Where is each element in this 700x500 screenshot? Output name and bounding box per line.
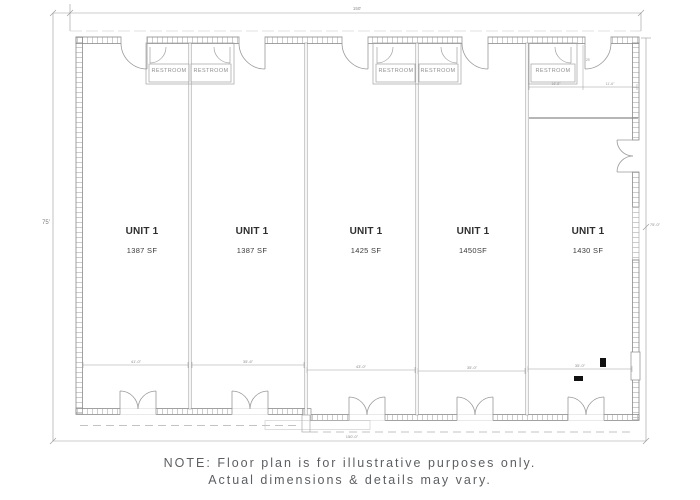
restroom-cores bbox=[146, 43, 577, 84]
demising-walls bbox=[189, 43, 528, 432]
restroom-label-3: RESTROOM bbox=[378, 68, 414, 74]
unit5-office bbox=[529, 45, 638, 381]
electrical-panel-symbol bbox=[600, 358, 606, 367]
note-line-1: NOTE: Floor plan is for illustrative purposes only. bbox=[163, 456, 537, 470]
equipment-symbol bbox=[574, 376, 583, 381]
unit-2-area: 1387 SF bbox=[236, 246, 268, 255]
unit-1-interior-dim: 41'-0" bbox=[130, 359, 142, 364]
unit-1-name: UNIT 1 bbox=[125, 226, 159, 237]
right-wall-panel bbox=[631, 352, 640, 380]
dimension-unit5-office-depth: 25' bbox=[585, 58, 591, 62]
unit-3-interior-dim: 43'-0" bbox=[355, 364, 367, 369]
dimension-overall-width-bottom: 150'-0" bbox=[345, 434, 359, 439]
unit-5-name: UNIT 1 bbox=[571, 226, 605, 237]
restroom-label-5: RESTROOM bbox=[535, 68, 571, 74]
unit-2-name: UNIT 1 bbox=[235, 226, 269, 237]
restroom-label-2: RESTROOM bbox=[193, 68, 229, 74]
dimension-overall-depth-right: 75'-0" bbox=[649, 222, 661, 227]
unit-4-area: 1450SF bbox=[458, 246, 488, 255]
note-line-2: Actual dimensions & details may vary. bbox=[208, 473, 492, 487]
unit-5-interior-dim: 35'-0" bbox=[574, 363, 586, 368]
dimension-unit5-office-a: 16'-8" bbox=[551, 82, 561, 86]
dimension-unit5-office-b: 11'-6" bbox=[605, 82, 615, 86]
unit-4-interior-dim: 35'-0" bbox=[466, 365, 478, 370]
right-wall-double-door bbox=[617, 140, 633, 172]
restroom-label-4: RESTROOM bbox=[420, 68, 456, 74]
dimension-overall-depth-left: 75' bbox=[42, 220, 50, 226]
unit-1-area: 1387 SF bbox=[126, 246, 158, 255]
bottom-canopy-lines bbox=[80, 421, 635, 433]
unit3-entry-stoop bbox=[265, 421, 370, 430]
unit-4-name: UNIT 1 bbox=[456, 226, 490, 237]
dimension-overall-width-top: 150' bbox=[352, 6, 362, 11]
restroom-label-1: RESTROOM bbox=[151, 68, 187, 74]
right-wall-glazing bbox=[633, 207, 640, 260]
restroom-unit-5 bbox=[529, 43, 577, 84]
unit-3-name: UNIT 1 bbox=[349, 226, 383, 237]
unit-2-interior-dim: 35'-6" bbox=[242, 359, 254, 364]
unit-5-area: 1430 SF bbox=[572, 246, 604, 255]
unit-3-area: 1425 SF bbox=[350, 246, 382, 255]
